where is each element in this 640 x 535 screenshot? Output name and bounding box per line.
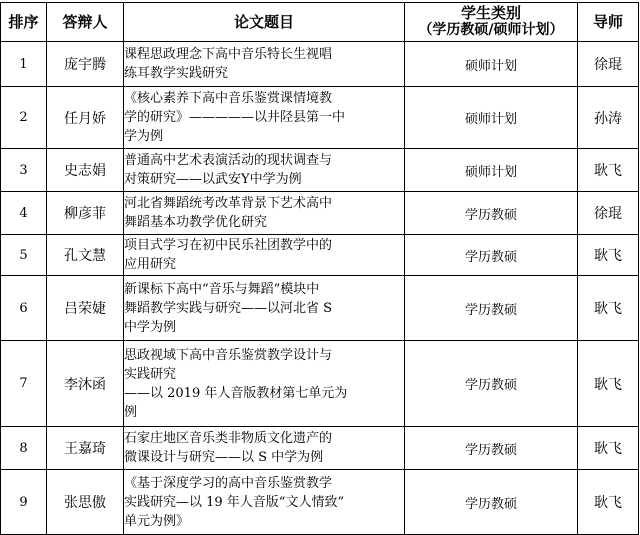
header-student-type-label: 学生类别 (460, 4, 521, 22)
row-supervisor: 耿飞 (578, 427, 639, 470)
row-student-type: 学历教硕 (405, 470, 578, 535)
row-defender: 柳彦菲 (47, 192, 124, 235)
row-student-type: 学历教硕 (405, 235, 578, 276)
thesis-title-line: 单元为例》 (124, 513, 190, 529)
thesis-title-line: 舞蹈基本功教学优化研究 (124, 215, 268, 230)
thesis-title-line: 应用研究 (124, 257, 177, 272)
table-row (1, 87, 639, 149)
thesis-title-line: 《基于深度学习的高中音乐鉴赏教学 (124, 475, 333, 491)
row-index: 6 (1, 276, 47, 341)
thesis-title-line: 学为例 (124, 129, 164, 144)
row-student-type: 学历教硕 (405, 427, 578, 470)
row-supervisor: 耿飞 (578, 149, 639, 192)
thesis-title-line: 实践研究 (124, 366, 177, 382)
row-thesis-title (124, 149, 405, 192)
thesis-title-line: 项目式学习在初中民乐社团教学中的 (124, 238, 333, 253)
row-student-type: 学历教硕 (405, 276, 578, 341)
thesis-title-line: 实践研究—以 19 年人音版“文人情致” (124, 494, 345, 510)
row-thesis-title (124, 87, 405, 149)
row-index: 2 (1, 87, 47, 149)
thesis-title-line: 河北省舞蹈统考改革背景下艺术高中 (124, 196, 333, 211)
thesis-title-line: 《核心素养下高中音乐鉴赏课情境教 (124, 91, 333, 106)
thesis-title-line: 学的研究》—————以井陉县第一中 (124, 110, 346, 125)
thesis-title-line: 石家庄地区音乐类非物质文化遗产的 (124, 431, 333, 446)
table-row (1, 341, 639, 427)
row-defender: 李沐函 (47, 341, 124, 427)
row-supervisor: 孙涛 (578, 87, 639, 149)
row-index: 5 (1, 235, 47, 276)
row-supervisor: 徐琨 (578, 192, 639, 235)
table-row (1, 149, 639, 192)
row-supervisor: 徐琨 (578, 42, 639, 87)
thesis-title-line: 对策研究——以武安Y中学为例 (124, 172, 302, 187)
header-student-type (405, 3, 578, 42)
row-thesis-title (124, 470, 405, 535)
row-thesis-title (124, 276, 405, 341)
row-defender: 庞宇腾 (47, 42, 124, 87)
thesis-title-line: 课程思政理念下高中音乐特长生视唱 (124, 47, 333, 62)
table-row (1, 276, 639, 341)
row-student-type: 硕师计划 (405, 87, 578, 149)
thesis-defense-table (0, 2, 639, 535)
header-defender: 答辩人 (47, 3, 124, 42)
row-index: 9 (1, 470, 47, 535)
thesis-title-line: 新课标下高中“音乐与舞蹈”模块中 (124, 281, 320, 297)
row-thesis-title (124, 235, 405, 276)
table-header (1, 3, 639, 42)
row-index: 4 (1, 192, 47, 235)
header-student-type-sub: （学历教硕/硕师计划） (418, 22, 564, 38)
row-index: 1 (1, 42, 47, 87)
row-defender: 孔文慧 (47, 235, 124, 276)
table-row (1, 470, 639, 535)
header-index: 排序 (1, 3, 47, 42)
row-supervisor: 耿飞 (578, 341, 639, 427)
table-body (1, 42, 639, 535)
header-row (1, 3, 639, 42)
row-supervisor: 耿飞 (578, 276, 639, 341)
table-row (1, 427, 639, 470)
table-row (1, 235, 639, 276)
row-index: 7 (1, 341, 47, 427)
row-index: 3 (1, 149, 47, 192)
row-defender: 张思傲 (47, 470, 124, 535)
table-row (1, 192, 639, 235)
row-defender: 任月娇 (47, 87, 124, 149)
row-student-type: 硕师计划 (405, 149, 578, 192)
row-index: 8 (1, 427, 47, 470)
row-thesis-title (124, 427, 405, 470)
thesis-title-line: 练耳教学实践研究 (124, 66, 229, 81)
table-row (1, 42, 639, 87)
row-student-type: 学历教硕 (405, 192, 578, 235)
thesis-title-line: 微课设计与研究——以 S 中学为例 (124, 450, 324, 465)
thesis-title-line: 普通高中艺术表演活动的现状调查与 (124, 153, 333, 168)
row-defender: 王嘉琦 (47, 427, 124, 470)
row-supervisor: 耿飞 (578, 470, 639, 535)
thesis-title-line: 中学为例 (124, 319, 177, 335)
row-thesis-title (124, 192, 405, 235)
row-student-type: 硕师计划 (405, 42, 578, 87)
row-thesis-title (124, 341, 405, 427)
row-student-type: 学历教硕 (405, 341, 578, 427)
thesis-title-line: 舞蹈教学实践与研究——以河北省 S (124, 300, 333, 316)
header-title: 论文题目 (124, 3, 405, 42)
header-supervisor: 导师 (578, 3, 639, 42)
row-defender: 史志娟 (47, 149, 124, 192)
row-supervisor: 耿飞 (578, 235, 639, 276)
thesis-title-line: 例 (124, 404, 138, 420)
row-defender: 吕荣婕 (47, 276, 124, 341)
thesis-title-line: 思政视域下高中音乐鉴赏教学设计与 (124, 347, 333, 363)
row-thesis-title (124, 42, 405, 87)
thesis-title-line: ——以 2019 年人音版教材第七单元为 (124, 385, 348, 401)
